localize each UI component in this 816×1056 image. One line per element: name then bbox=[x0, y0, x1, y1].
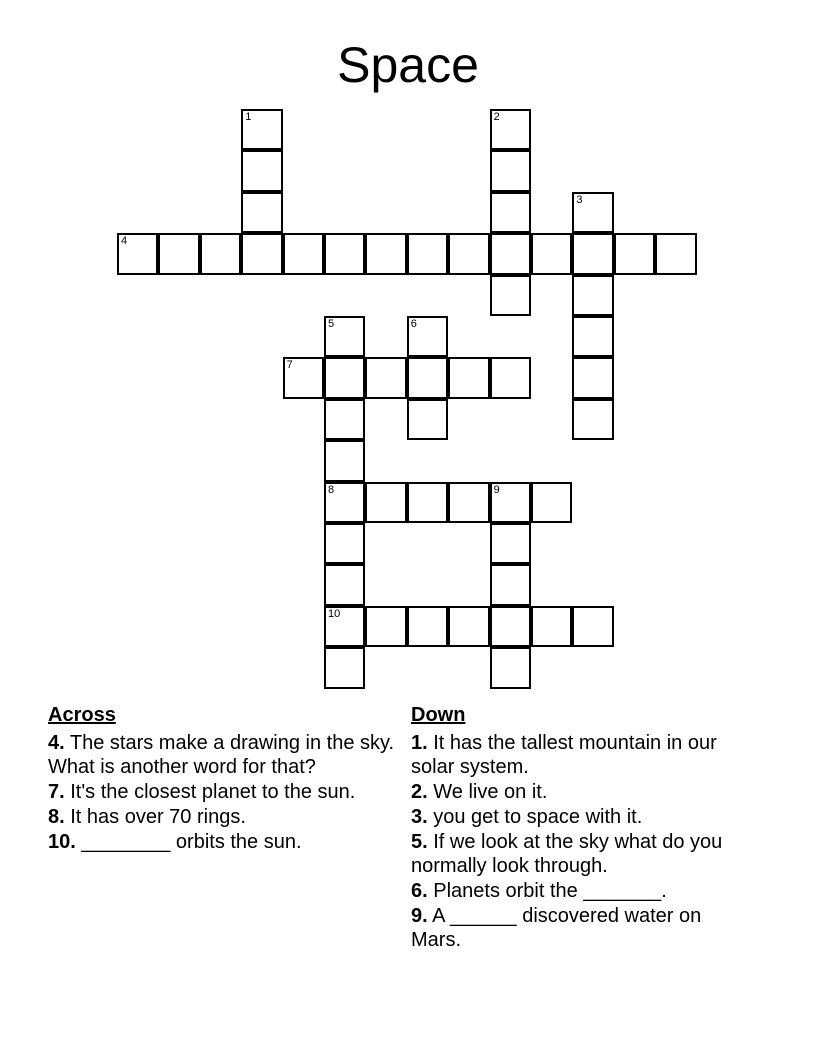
grid-cell[interactable] bbox=[448, 606, 489, 647]
cell-number: 4 bbox=[121, 235, 128, 248]
cell-number: 1 bbox=[245, 111, 252, 123]
grid-cell[interactable] bbox=[365, 482, 406, 523]
grid-cell[interactable] bbox=[531, 482, 572, 523]
grid-cell[interactable] bbox=[655, 233, 696, 274]
grid-cell[interactable] bbox=[324, 233, 365, 274]
grid-cell[interactable] bbox=[324, 482, 365, 523]
grid-cell[interactable] bbox=[283, 233, 324, 274]
grid-cell[interactable] bbox=[490, 233, 531, 274]
grid-cell[interactable] bbox=[490, 150, 531, 191]
grid-cell[interactable] bbox=[407, 482, 448, 523]
cell-number: 2 bbox=[493, 111, 500, 123]
down-heading: Down bbox=[411, 704, 466, 726]
grid-cell[interactable] bbox=[448, 233, 489, 274]
grid-cell[interactable] bbox=[407, 399, 448, 440]
down-clue-3 bbox=[411, 805, 751, 829]
grid-cell[interactable] bbox=[365, 357, 406, 398]
grid-cell[interactable] bbox=[490, 647, 531, 688]
grid-cell[interactable] bbox=[324, 357, 365, 398]
grid-cell[interactable] bbox=[324, 564, 365, 605]
down-clues bbox=[411, 703, 751, 953]
clue-number: 9. bbox=[411, 905, 428, 927]
across-clue-10 bbox=[48, 830, 398, 854]
down-clue-6 bbox=[411, 879, 751, 903]
grid-cell[interactable] bbox=[241, 233, 282, 274]
grid-cell[interactable] bbox=[572, 233, 613, 274]
cell-number: 5 bbox=[328, 318, 335, 330]
grid-cell[interactable] bbox=[490, 192, 531, 233]
clue-text: It has the tallest mountain in our solar system. bbox=[411, 732, 717, 778]
grid-cell[interactable] bbox=[531, 233, 572, 274]
grid-cell[interactable] bbox=[158, 233, 199, 274]
grid-cell[interactable] bbox=[490, 606, 531, 647]
grid-cell[interactable] bbox=[572, 606, 613, 647]
cell-number: 8 bbox=[328, 483, 335, 496]
down-clue-9 bbox=[411, 904, 751, 952]
across-clue-8 bbox=[48, 805, 398, 829]
cell-number: 9 bbox=[493, 483, 500, 496]
clue-text: It has over 70 rings. bbox=[70, 806, 246, 828]
clue-text: If we look at the sky what do you normally look through. bbox=[411, 831, 723, 877]
grid-cell[interactable] bbox=[490, 482, 531, 523]
grid-cell[interactable] bbox=[241, 150, 282, 191]
grid-cell[interactable] bbox=[117, 233, 158, 274]
grid-cell[interactable] bbox=[490, 564, 531, 605]
grid-cell[interactable] bbox=[324, 606, 365, 647]
grid-cell[interactable] bbox=[200, 233, 241, 274]
down-clue-5 bbox=[411, 830, 751, 878]
down-clue-1 bbox=[411, 731, 751, 779]
clue-number: 4. bbox=[48, 732, 65, 754]
grid-cell[interactable] bbox=[572, 275, 613, 316]
across-clues bbox=[48, 703, 398, 855]
clue-number: 10. bbox=[48, 831, 76, 853]
puzzle-title: Space bbox=[337, 37, 479, 93]
grid-cell[interactable] bbox=[490, 523, 531, 564]
grid-cell[interactable] bbox=[365, 233, 406, 274]
grid-cell[interactable] bbox=[407, 357, 448, 398]
grid-cell[interactable] bbox=[283, 357, 324, 398]
grid-cell[interactable] bbox=[241, 192, 282, 233]
clue-number: 2. bbox=[411, 781, 428, 803]
clue-text: you get to space with it. bbox=[433, 806, 643, 828]
cell-number: 10 bbox=[328, 607, 341, 620]
clue-text: ________ orbits the sun. bbox=[81, 831, 302, 853]
grid-cell[interactable] bbox=[407, 316, 448, 357]
clue-text: We live on it. bbox=[433, 781, 548, 803]
down-clue-2 bbox=[411, 780, 751, 804]
cell-number: 3 bbox=[576, 193, 583, 206]
grid-cell[interactable] bbox=[448, 357, 489, 398]
clue-number: 1. bbox=[411, 732, 428, 754]
grid-cell[interactable] bbox=[572, 192, 613, 233]
grid-cell[interactable] bbox=[365, 606, 406, 647]
grid-cell[interactable] bbox=[324, 440, 365, 481]
clue-number: 6. bbox=[411, 880, 428, 902]
grid-cell[interactable] bbox=[448, 482, 489, 523]
grid-cell[interactable] bbox=[572, 357, 613, 398]
across-clue-7 bbox=[48, 780, 398, 804]
grid-cell[interactable] bbox=[490, 357, 531, 398]
grid-cell[interactable] bbox=[407, 606, 448, 647]
grid-cell[interactable] bbox=[324, 399, 365, 440]
grid-cell[interactable] bbox=[614, 233, 655, 274]
grid-cell[interactable] bbox=[324, 647, 365, 688]
across-clue-4 bbox=[48, 731, 398, 779]
grid-cell[interactable] bbox=[490, 275, 531, 316]
cell-number: 6 bbox=[410, 318, 417, 330]
grid-cell[interactable] bbox=[407, 233, 448, 274]
grid-cell[interactable] bbox=[241, 109, 282, 150]
across-heading: Across bbox=[48, 704, 116, 726]
grid-cell[interactable] bbox=[531, 606, 572, 647]
clue-number: 5. bbox=[411, 831, 428, 853]
clue-number: 7. bbox=[48, 781, 65, 803]
cell-number: 7 bbox=[286, 359, 293, 372]
grid-cell[interactable] bbox=[324, 316, 365, 357]
clue-text: It's the closest planet to the sun. bbox=[70, 781, 356, 803]
clue-number: 8. bbox=[48, 806, 65, 828]
grid-cell[interactable] bbox=[572, 316, 613, 357]
clue-text: The stars make a drawing in the sky. What is another word for that? bbox=[48, 732, 395, 778]
clue-number: 3. bbox=[411, 806, 428, 828]
grid-cell[interactable] bbox=[490, 109, 531, 150]
grid-cell[interactable] bbox=[324, 523, 365, 564]
clue-text: Planets orbit the _______. bbox=[433, 880, 667, 902]
grid-cell[interactable] bbox=[572, 399, 613, 440]
clue-text: A ______ discovered water on Mars. bbox=[411, 905, 702, 951]
